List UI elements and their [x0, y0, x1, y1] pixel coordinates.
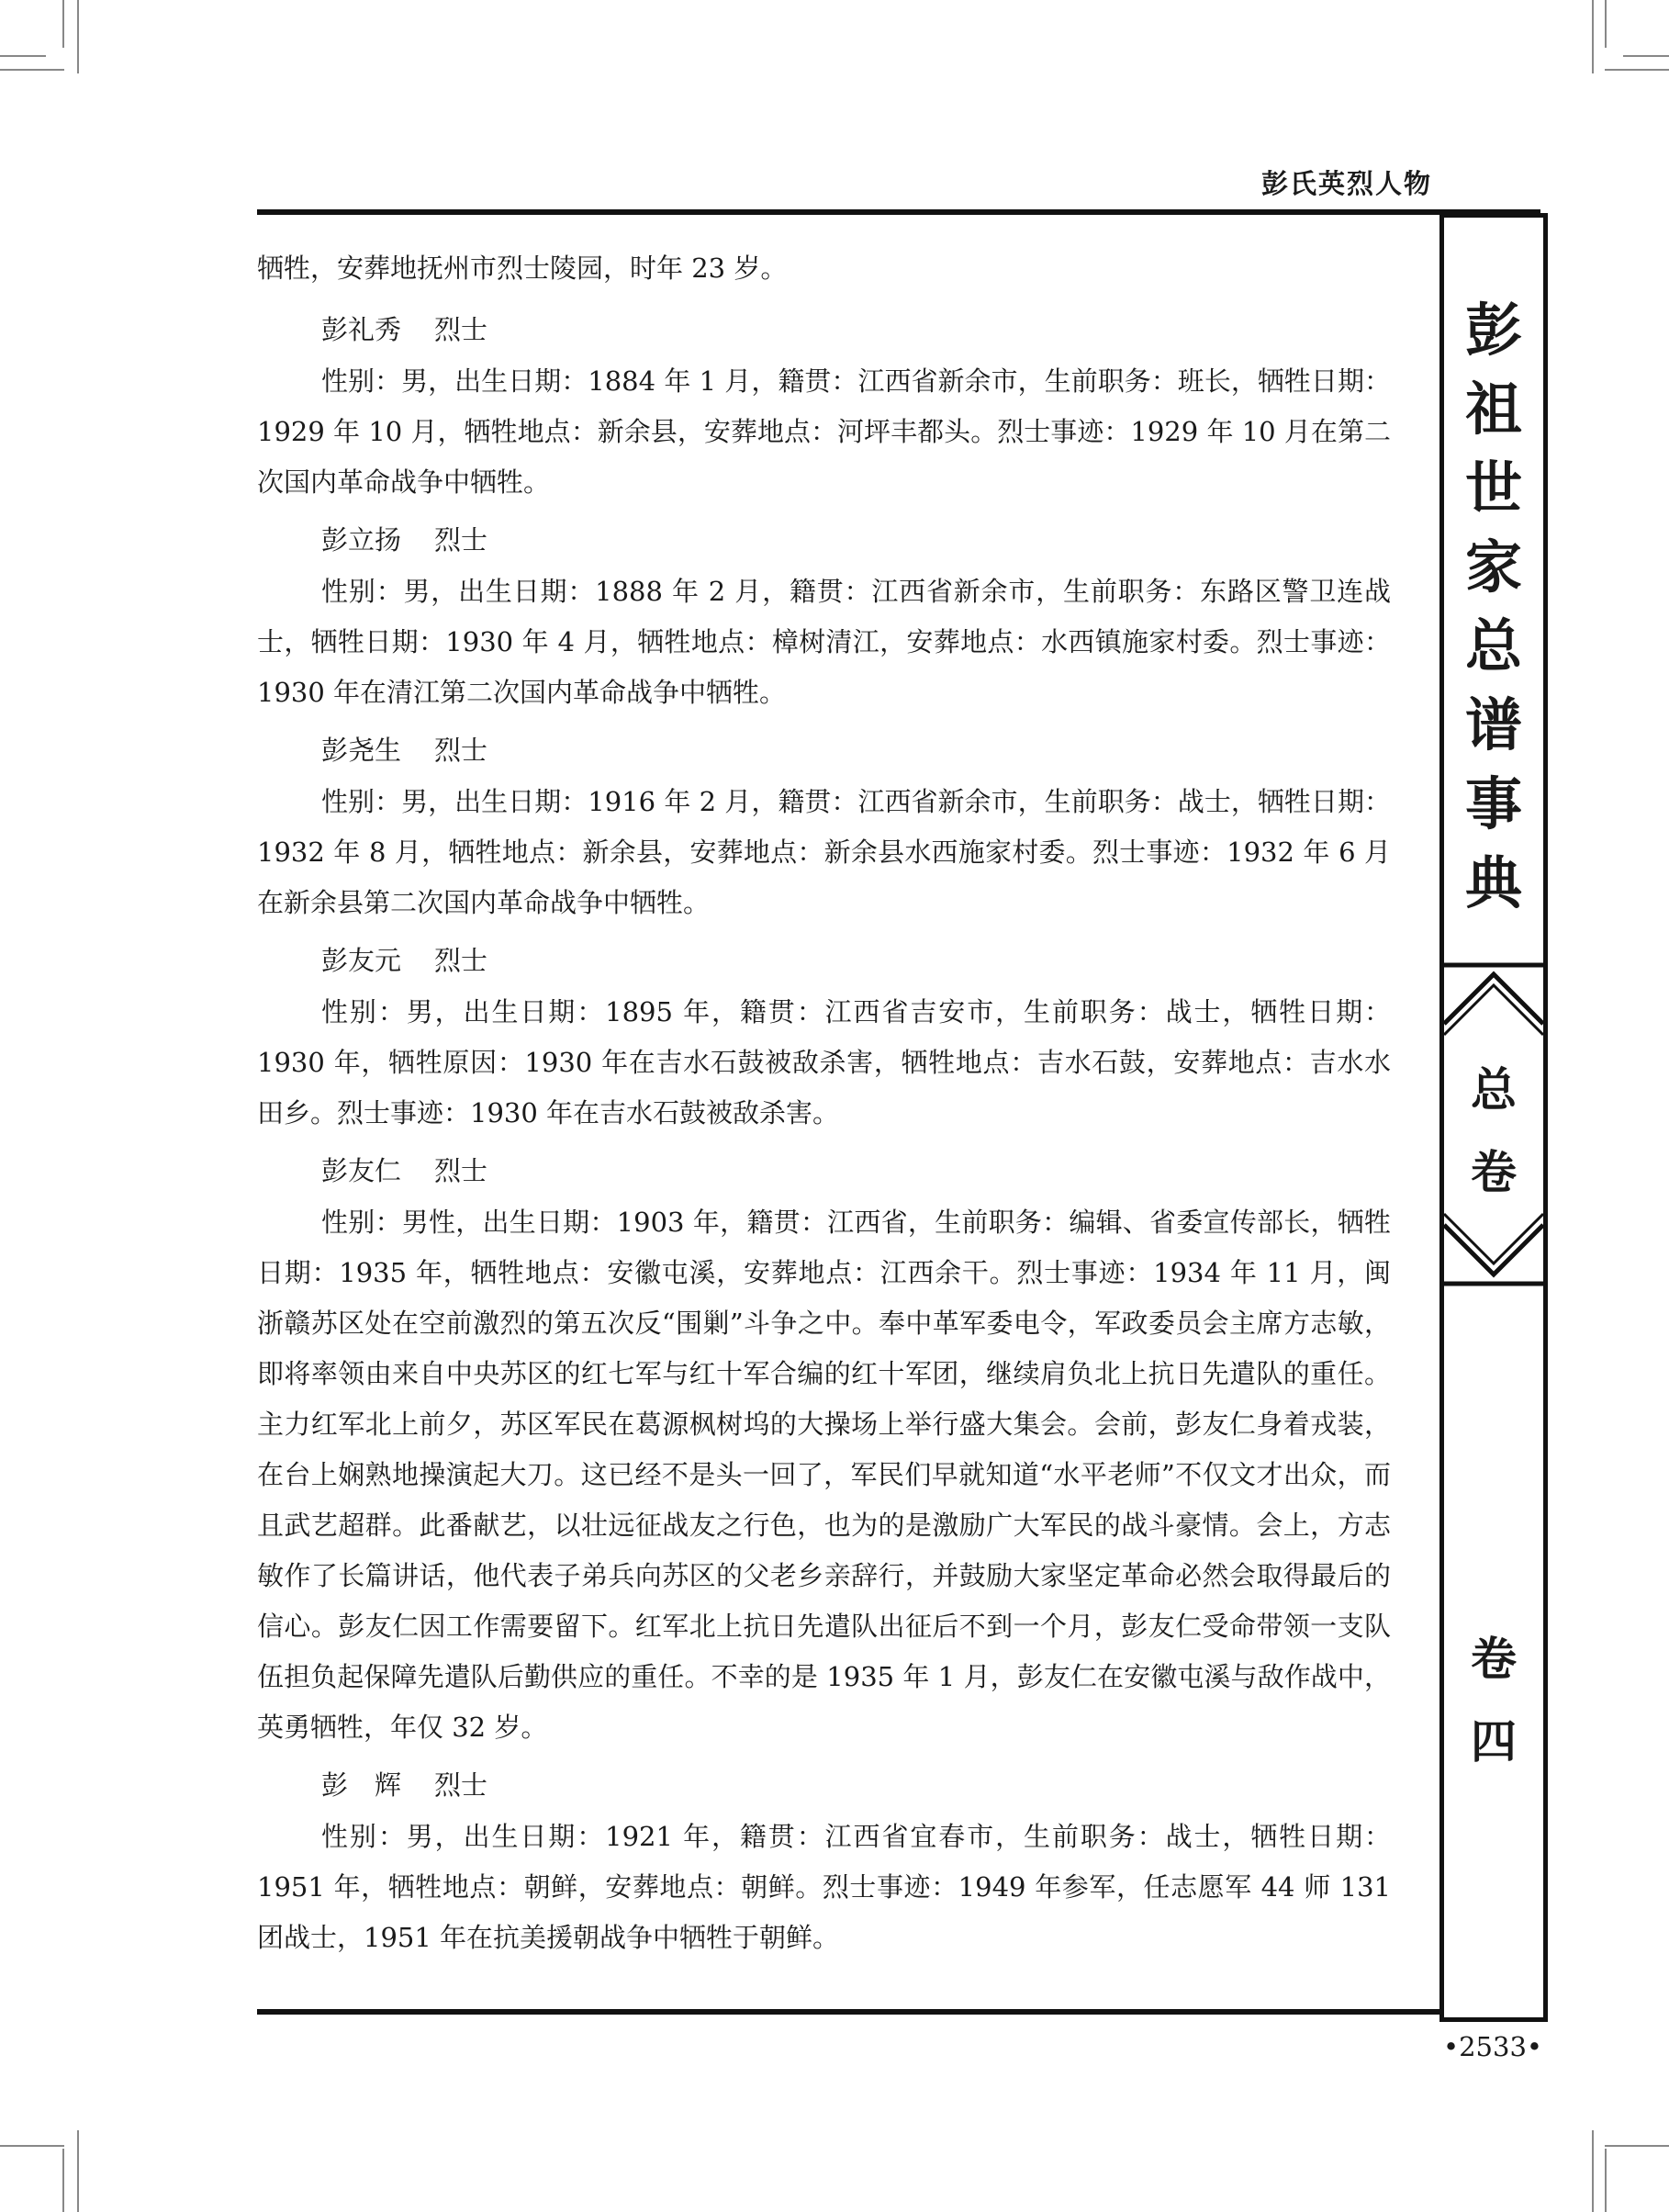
bottom-rule: [257, 2009, 1540, 2015]
book-title-char: 彭: [1464, 297, 1522, 364]
martyr-label: 烈士: [434, 945, 488, 976]
entry-title: [257, 303, 1391, 356]
book-title-char: 谱: [1464, 691, 1522, 758]
entry: [257, 724, 1391, 928]
entry-title: [257, 934, 1391, 987]
entry: [257, 934, 1391, 1139]
section-char: 总: [1471, 1063, 1517, 1117]
section-char: 卷: [1471, 1146, 1517, 1199]
main-content: [257, 243, 1391, 1969]
book-title-char: 典: [1464, 849, 1522, 916]
entry: [257, 513, 1391, 718]
crop-mark-top-right-h: [1623, 55, 1669, 57]
volume-label: [1444, 1618, 1543, 1783]
entry: [257, 1758, 1391, 1963]
crop-mark-bottom-right-h: [1605, 2145, 1669, 2147]
martyr-name: 彭尧生: [321, 735, 402, 766]
running-header: 彭氏英烈人物: [1260, 168, 1432, 199]
entry-body: 性别：男，出生日期：1916 年 2 月，籍贯：江西省新余市，生前职务：战士，牺牲日期：1932 年 8 月，牺牲地点：新余县，安葬地点：新余县水西施家村委。烈士事迹：1932 年 6 月在新余县第二次国内革命战争中牺牲。: [257, 786, 1391, 918]
crop-mark-bottom-left-h: [0, 2145, 64, 2147]
crop-mark-top-left-h2: [0, 69, 64, 71]
side-panel: [1439, 213, 1548, 2022]
entry-title: [257, 1758, 1391, 1812]
entry-title: [257, 513, 1391, 567]
crop-mark-bottom-right-v: [1605, 2149, 1607, 2212]
martyr-name: 彭 辉: [321, 1769, 402, 1801]
crop-mark-top-left-h: [0, 55, 46, 57]
entry-body: 性别：男性，出生日期：1903 年，籍贯：江西省，生前职务：编辑、省委宣传部长，牺牲日期：1935 年，牺牲地点：安徽屯溪，安葬地点：江西余干。烈士事迹：1934 年 11 月，闽浙赣苏区处在空前激烈的第五次反“围剿”斗争之中。奉中革军委电令，军政委员会主席方志敏，即将率领由来自中央苏区的红七军与红十军合编的红十军团，继续肩负北上抗日先遣队的重任。主力红军北上前夕，苏区军民在葛源枫树坞的大操场上举行盛大集会。会前，彭友仁身着戎装，在台上娴熟地操演起大刀。这已经不是头一回了，军民们早就知道“水平老师”不仅文才出众，而且武艺超群。此番献艺，以壮远征战友之行色，也为的是激励广大军民的战斗豪情。会上，方志敏作了长篇讲话，他代表子弟兵向苏区的父老乡亲辞行，并鼓励大家坚定革命必然会取得最后的信心。彭友仁因工作需要留下。红军北上抗日先遣队出征后不到一个月，彭友仁受命带领一支队伍担负起保障先遣队后勤供应的重任。不幸的是 1935 年 1 月，彭友仁在安徽屯溪与敌作战中，英勇牺牲，年仅 32 岁。: [257, 1207, 1391, 1743]
page-number: •2533•: [1442, 2031, 1542, 2062]
martyr-name: 彭友元: [321, 945, 402, 976]
crop-mark-bottom-right-v2: [1592, 2130, 1594, 2212]
volume-char: 四: [1471, 1715, 1517, 1768]
book-title-char: 总: [1464, 612, 1522, 679]
crop-mark-top-right-h2: [1605, 69, 1669, 71]
martyr-label: 烈士: [434, 735, 488, 766]
entry-title: [257, 724, 1391, 777]
entry-title: [257, 1144, 1391, 1197]
book-title-char: 家: [1464, 533, 1522, 601]
martyr-label: 烈士: [434, 314, 488, 345]
book-title-char: 事: [1464, 770, 1522, 837]
crop-mark-top-right-v2: [1592, 0, 1594, 73]
martyr-label: 烈士: [434, 524, 488, 556]
crop-mark-top-left-v: [62, 0, 64, 48]
continued-text: 牺牲，安葬地抚州市烈士陵园，时年 23 岁。: [257, 253, 788, 284]
entry-body: 性别：男，出生日期：1895 年，籍贯：江西省吉安市，生前职务：战士，牺牲日期：1930 年，牺牲原因：1930 年在吉水石鼓被敌杀害，牺牲地点：吉水石鼓，安葬地点：吉水水田乡。烈士事迹：1930 年在吉水石鼓被敌杀害。: [257, 996, 1391, 1128]
entry-body: 性别：男，出生日期：1888 年 2 月，籍贯：江西省新余市，生前职务：东路区警卫连战士，牺牲日期：1930 年 4 月，牺牲地点：樟树清江，安葬地点：水西镇施家村委。烈士事迹：1930 年在清江第二次国内革命战争中牺牲。: [257, 576, 1391, 708]
martyr-label: 烈士: [434, 1769, 488, 1801]
martyr-name: 彭立扬: [321, 524, 402, 556]
entry: [257, 1144, 1391, 1753]
volume-char: 卷: [1471, 1633, 1517, 1686]
crop-mark-top-right-v: [1605, 0, 1607, 48]
crop-mark-top-left-v2: [77, 0, 79, 73]
entry-body: 性别：男，出生日期：1921 年，籍贯：江西省宜春市，生前职务：战士，牺牲日期：1951 年，牺牲地点：朝鲜，安葬地点：朝鲜。烈士事迹：1949 年参军，任志愿军 44 师 131 团战士，1951 年在抗美援朝战争中牺牲于朝鲜。: [257, 1821, 1391, 1953]
section-badge: [1444, 961, 1543, 1287]
section-label: [1444, 1049, 1543, 1214]
top-rule: [257, 209, 1540, 215]
crop-mark-bottom-left-v2: [77, 2130, 79, 2212]
book-title-char: 世: [1464, 455, 1522, 522]
martyr-name: 彭友仁: [321, 1155, 402, 1186]
martyr-label: 烈士: [434, 1155, 488, 1186]
entry: [257, 303, 1391, 508]
entry-body: 性别：男，出生日期：1884 年 1 月，籍贯：江西省新余市，生前职务：班长，牺牲日期：1929 年 10 月，牺牲地点：新余县，安葬地点：河坪丰都头。烈士事迹：1929 年 10 月在第二次国内革命战争中牺牲。: [257, 365, 1391, 498]
book-title-char: 祖: [1464, 376, 1522, 443]
crop-mark-bottom-left-v: [62, 2149, 64, 2212]
book-title: [1444, 291, 1543, 923]
martyr-name: 彭礼秀: [321, 314, 402, 345]
